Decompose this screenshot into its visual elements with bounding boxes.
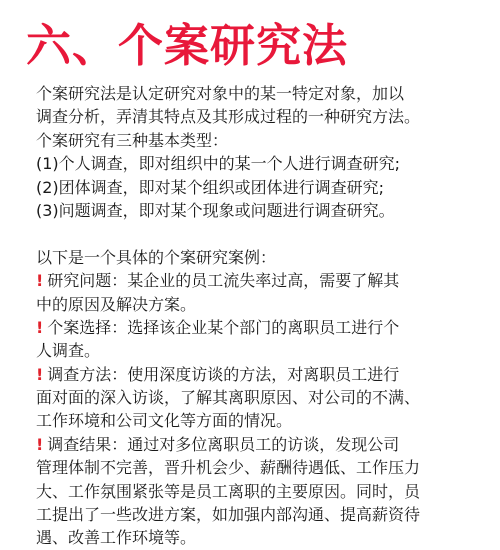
case-item-line [36,409,492,432]
section-title: 六、个案研究法 [26,19,349,72]
case-item-text: 遇、改善工作环境等。 [36,528,197,548]
case-item-line [36,269,492,292]
case-item-text: 研究问题：某企业的员工流失率过高，需要了解其 [47,271,400,291]
intro-line: 个案研究有三种基本类型： [36,130,229,150]
case-item-text: 工提出了一些改进方案，如加强内部沟通、提高薪资待 [36,505,421,525]
case-item-line [36,339,492,362]
case-item-line [36,363,492,386]
case-list [36,269,492,550]
case-item-line [36,480,492,503]
paragraph-gap [36,222,492,245]
intro-line: (2)团体调查，即对某个组织或团体进行调查研究; [36,177,385,197]
intro-line: (3)问题调查，即对某个现象或问题进行调查研究。 [36,200,395,220]
case-item-text: 调查结果：通过对多位离职员工的访谈，发现公司 [47,434,400,454]
case-item-text: 面对面的深入访谈，了解其离职原因、对公司的不满、 [36,388,421,408]
article-body [36,82,492,550]
case-item-text: 管理体制不完善，晋升机会少、薪酬待遇低、工作压力 [36,458,421,478]
case-item-line [36,386,492,409]
case-item-text: 人调查。 [36,341,101,361]
exclamation-icon: ! [36,364,44,384]
intro-line: (1)个人调查，即对组织中的某一个人进行调查研究; [36,154,401,174]
intro-paragraph [36,82,492,222]
case-item-text: 大、工作氛围紧张等是员工离职的主要原因。同时，员 [36,481,421,501]
exclamation-icon: ! [36,317,44,337]
case-item [36,433,492,550]
case-item-text: 工作环境和公司文化等方面的情况。 [36,411,293,431]
case-item-line [36,526,492,549]
case-item-line [36,503,492,526]
case-item-text: 中的原因及解决方案。 [36,294,197,314]
case-item-text: 调查方法：使用深度访谈的方法，对离职员工进行 [47,364,400,384]
case-item-line [36,316,492,339]
intro-line: 调查分析，弄清其特点及其形成过程的一种研究方法。 [36,107,421,127]
intro-line: 个案研究法是认定研究对象中的某一特定对象，加以 [36,84,405,103]
case-intro: 以下是一个具体的个案研究案例： [36,247,277,267]
case-item-line [36,433,492,456]
case-item-line [36,293,492,316]
exclamation-icon: ! [36,434,44,454]
case-item-text: 个案选择：选择该企业某个部门的离职员工进行个 [47,317,400,337]
case-item [36,316,492,363]
exclamation-icon: ! [36,271,44,291]
case-item [36,363,492,433]
case-item [36,269,492,316]
case-item-line [36,456,492,479]
